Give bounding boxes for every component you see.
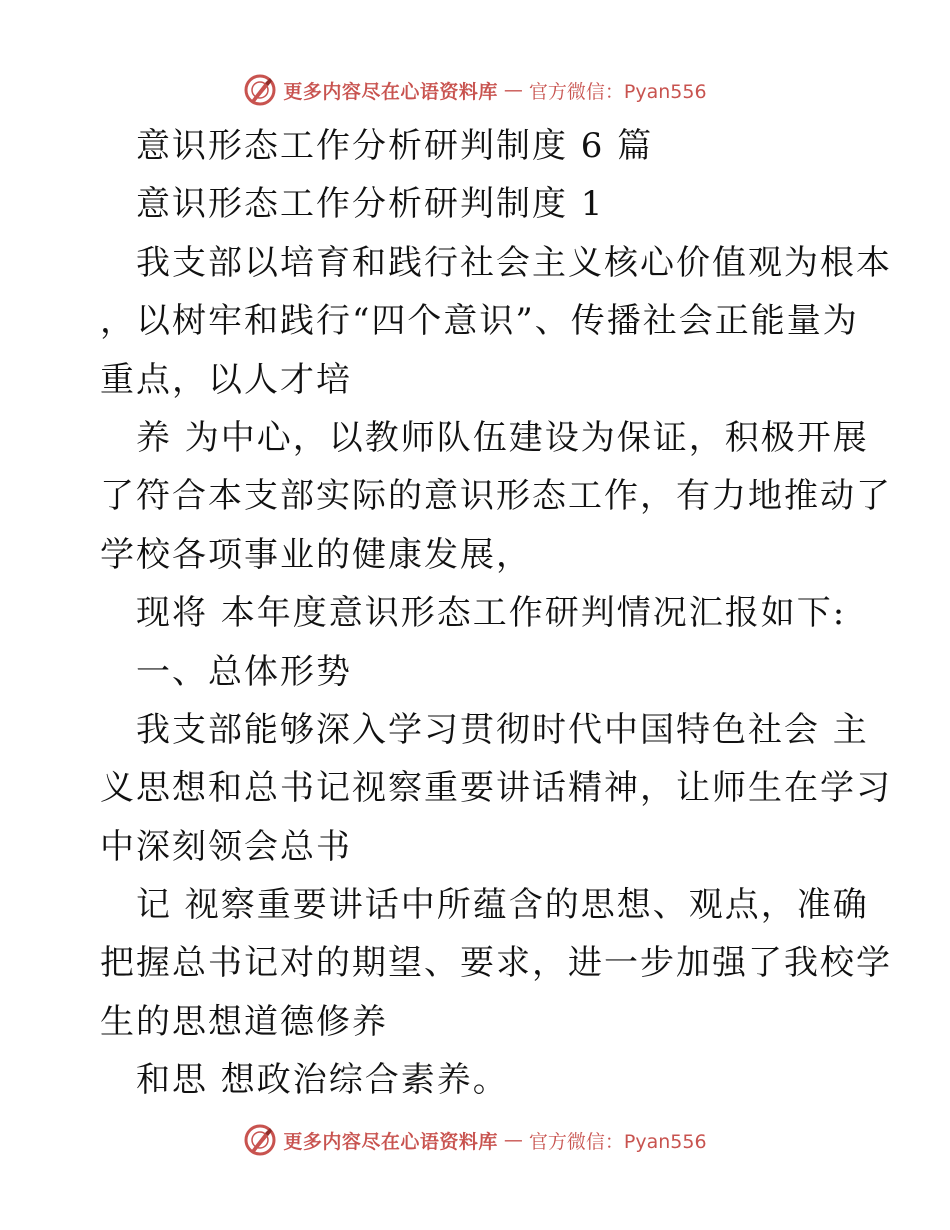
paragraph-line: ，以树牢和践行“四个意识”、传播社会正能量为 [100,301,859,342]
paragraph-line: 中深刻领会总书 [100,826,352,867]
subsection-heading: 一、总体形势 [136,651,352,692]
paragraph-line: 和思 想政治综合素养。 [136,1060,509,1101]
paragraph-line: 记 视察重要讲话中所蕴含的思想、观点，准确 [136,885,869,926]
watermark-contact: 官方微信：Pyan556 [528,80,707,103]
paragraph-line: 现将 本年度意识形态工作研判情况汇报如下: [136,593,847,634]
footer-watermark [0,1120,950,1160]
paragraph-line: 养 为中心，以教师队伍建设为保证，积极开展 [136,417,869,458]
paragraph-line: 我支部能够深入学习贯彻时代中国特色社会 主 [136,709,869,750]
paragraph-line: 义思想和总书记视察重要讲话精神，让师生在学习 [100,768,892,809]
paragraph-line: 重点，以人才培 [100,359,352,400]
watermark-separator: — [503,1129,523,1151]
pen-logo-icon [243,73,277,107]
paragraph-line: 生的思想道德修养 [100,1001,388,1042]
section-title: 意识形态工作分析研判制度 1 [136,184,605,225]
document-title: 意识形态工作分析研判制度 6 篇 [136,126,654,166]
document-body [100,117,892,1110]
header-watermark [0,70,950,110]
watermark-brand: 更多内容尽在心语资料库 [283,1130,498,1153]
paragraph-line: 我支部以培育和践行社会主义核心价值观为根本 [136,242,892,283]
paragraph-line: 把握总书记对的期望、要求，进一步加强了我校学 [100,943,892,984]
paragraph-line: 学校各项事业的健康发展， [100,534,532,575]
watermark-separator: — [503,79,523,101]
watermark-contact: 官方微信：Pyan556 [528,1130,707,1153]
paragraph-line: 了符合本支部实际的意识形态工作，有力地推动了 [100,476,892,517]
pen-logo-icon [243,1123,277,1157]
watermark-brand: 更多内容尽在心语资料库 [283,80,498,103]
